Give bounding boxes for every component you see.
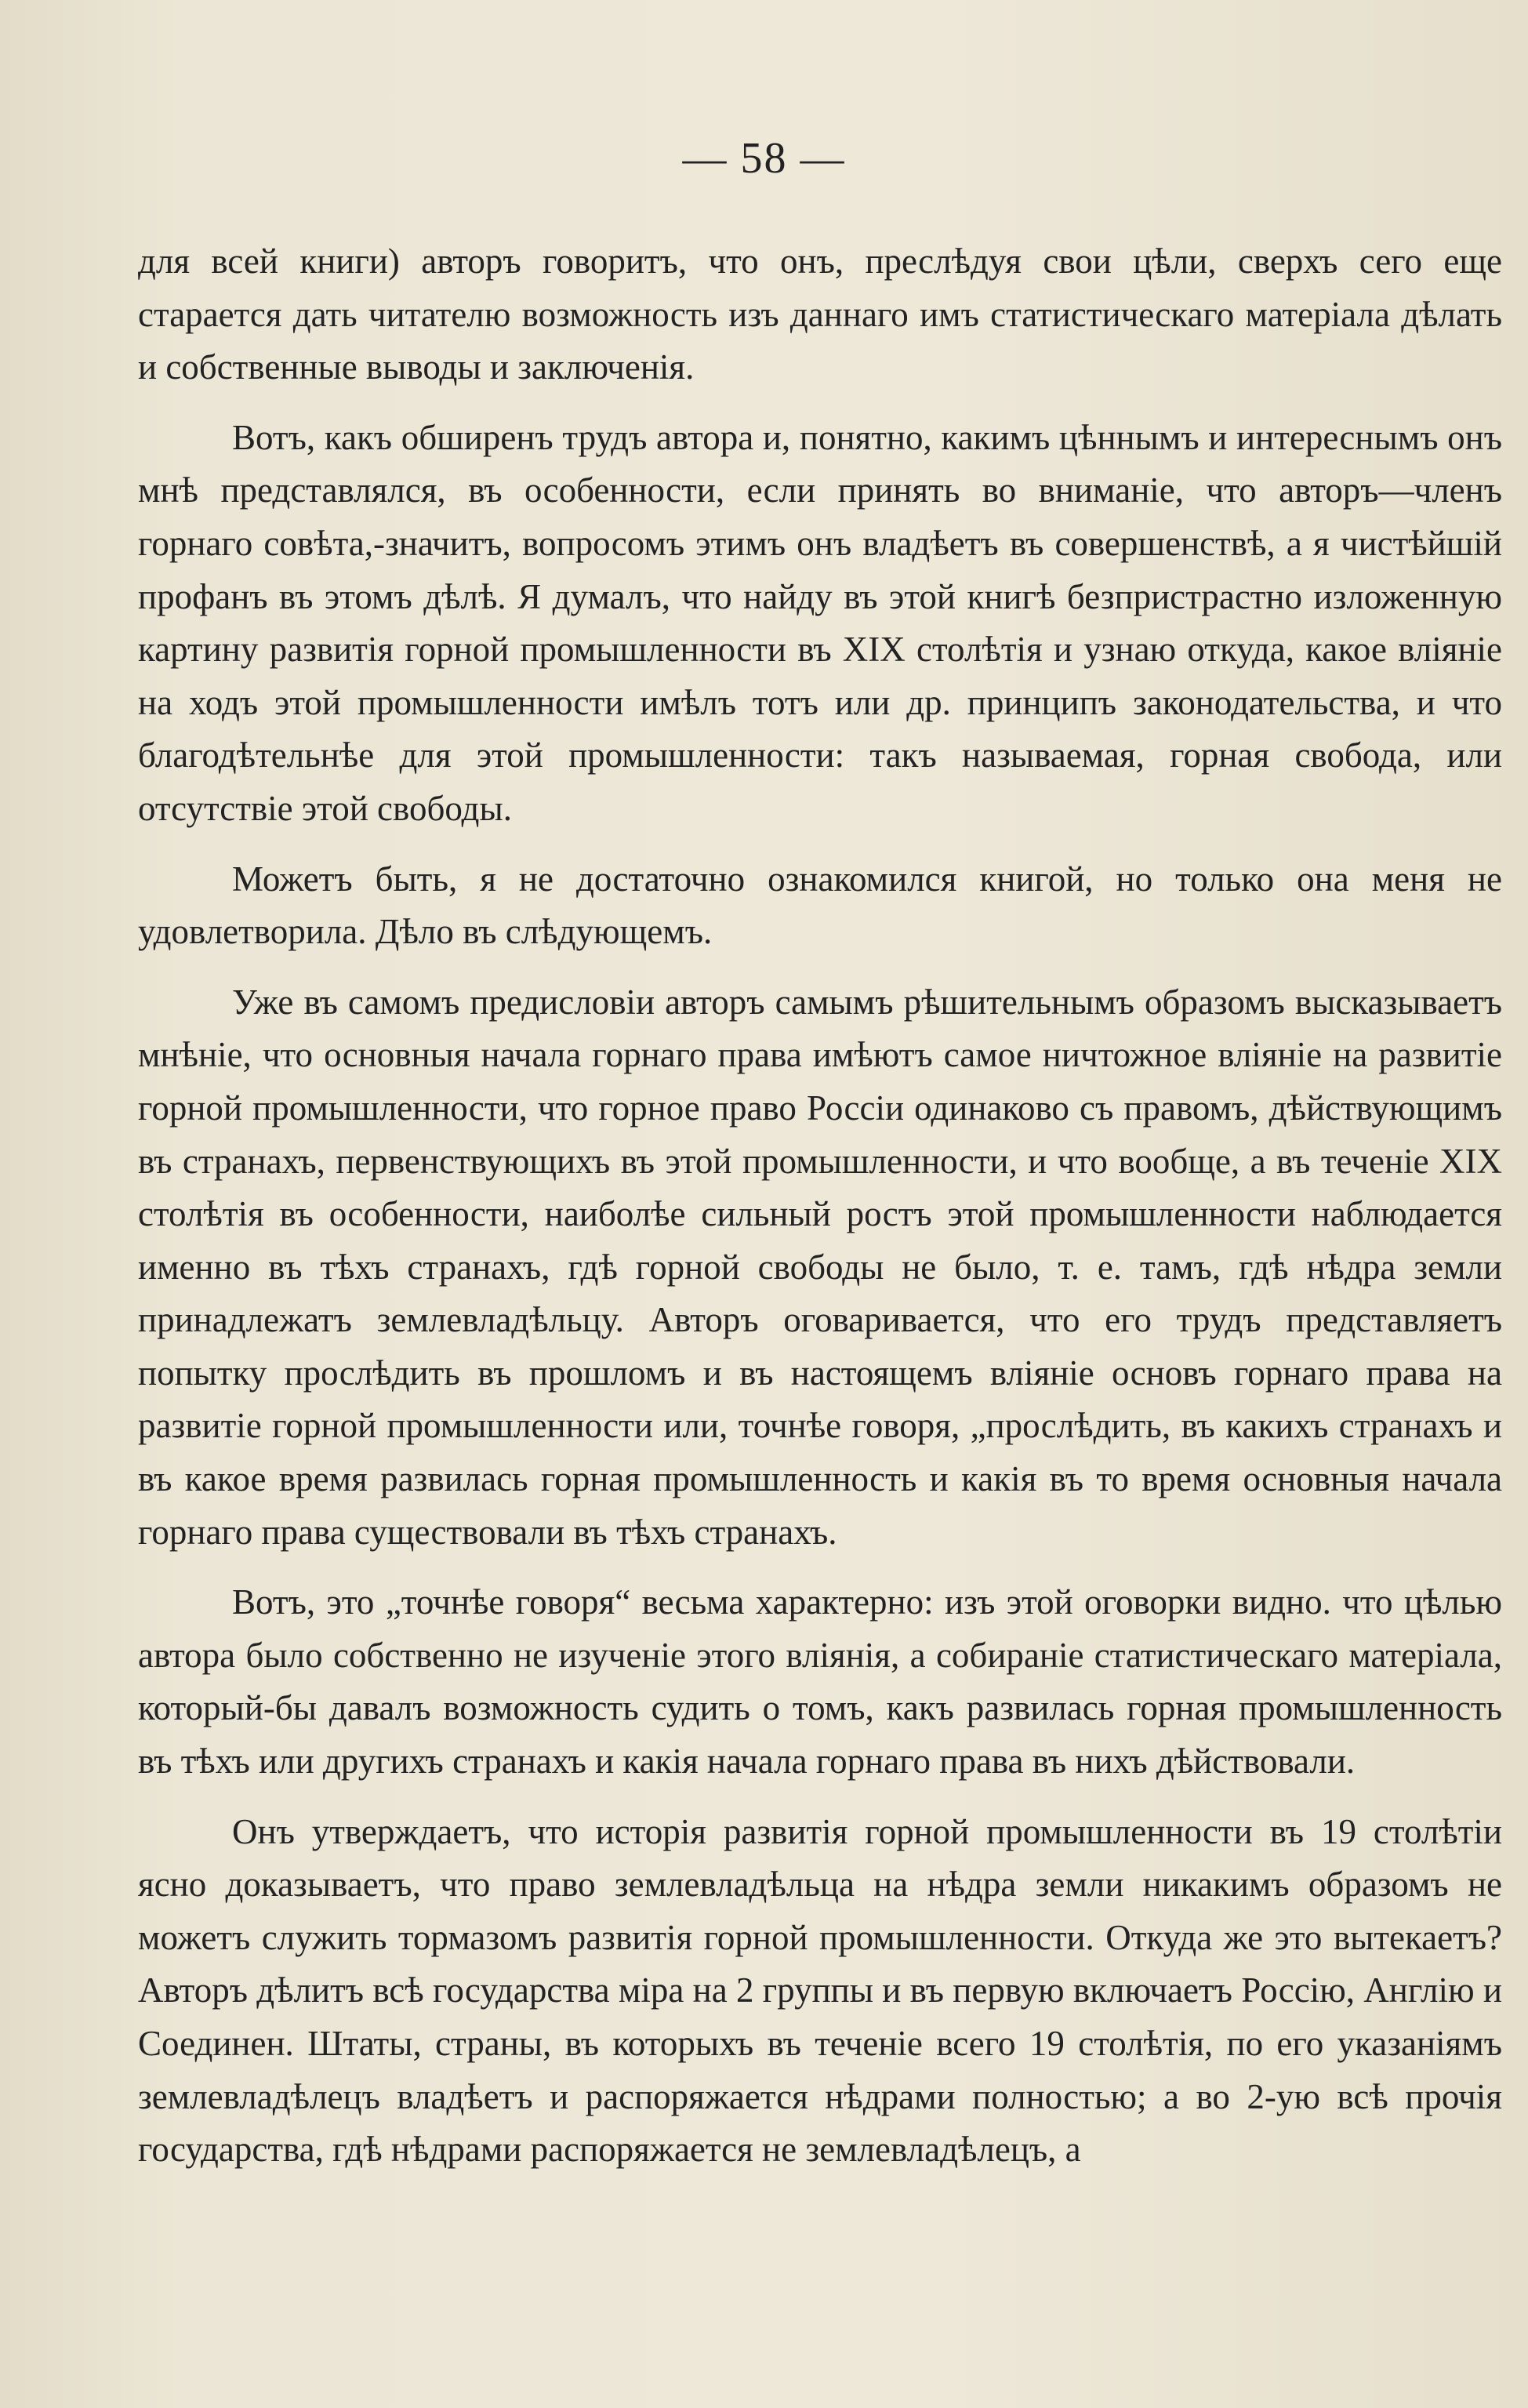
paragraph-6: Онъ утверждаетъ, что исторія развитія горной промышленности въ 19 столѣтіи ясно доказываетъ, что право землевладѣльца на нѣдра земли никакимъ образомъ не можетъ служить тормазомъ развитія горной промышленности. Откуда же это вытекаетъ? Авторъ дѣлитъ всѣ государства міра на 2 группы и въ первую включаетъ Россію, Англію и Соединен. Штаты, страны, въ которыхъ въ теченіе всего 19 столѣтія, по его указаніямъ землевладѣлецъ владѣетъ и распоряжается нѣдрами полностью; а во 2-ую всѣ прочія государства, гдѣ нѣдрами распоряжается не землевладѣлецъ, а (138, 1811, 1502, 2170)
paragraph-1: для всей книги) авторъ говоритъ, что онъ, преслѣдуя свои цѣли, сверхъ сего еще старается дать читателю возможность изъ даннаго имъ статистическаго матеріала дѣлать и собственные выводы и заключенія. (138, 242, 1502, 387)
paragraph-4: Уже въ самомъ предисловіи авторъ самымъ рѣшительнымъ образомъ высказываетъ мнѣніе, что основныя начала горнаго права имѣютъ самое ничтожное вліяніе на развитіе горной промышленности, что горное право Россіи одинаково съ правомъ, дѣйствующимъ въ странахъ, первенствующихъ въ этой промышленности, и что вообще, а въ теченіе XIX столѣтія въ особенности, наиболѣе сильный ростъ этой промышленности наблюдается именно въ тѣхъ странахъ, гдѣ горной свободы не было, т. е. тамъ, гдѣ нѣдра земли принадлежатъ землевладѣльцу. Авторъ оговаривается, что его трудъ представляетъ попытку прослѣдить въ прошломъ и въ настоящемъ вліяніе основъ горнаго права на развитіе горной промышленности или, точнѣе говоря, „прослѣдить, въ какихъ странахъ и въ какое время развилась горная промышленность и какія въ то время основныя начала горнаго права существовали въ тѣхъ странахъ. (138, 982, 1502, 1552)
body-text (138, 235, 1502, 2194)
paragraph-5: Вотъ, это „точнѣе говоря“ весьма характерно: изъ этой оговорки видно. что цѣлью автора было собственно не изученіе этого вліянія, а собираніе статистическаго матеріала, который-бы давалъ возможность судить о томъ, какъ развилась горная промышленность въ тѣхъ или другихъ странахъ и какія начала горнаго права въ нихъ дѣйствовали. (138, 1582, 1502, 1781)
page-number: — 58 — (682, 134, 846, 183)
paragraph-3: Можетъ быть, я не достаточно ознакомился книгой, но только она меня не удовлетворила. Дѣло въ слѣдующемъ. (138, 859, 1502, 952)
paragraph-2: Вотъ, какъ обширенъ трудъ автора и, понятно, какимъ цѣннымъ и интереснымъ онъ мнѣ представлялся, въ особенности, если принять во вниманіе, что авторъ—членъ горнаго совѣта,-значитъ, вопросомъ этимъ онъ владѣетъ въ совершенствѣ, а я чистѣйшій профанъ въ этомъ дѣлѣ. Я думалъ, что найду въ этой книгѣ безпристрастно изложенную картину развитія горной промышленности въ XIX столѣтія и узнаю откуда, какое вліяніе на ходъ этой промышленности имѣлъ тотъ или др. принципъ законодательства, и что благодѣтельнѣе для этой промышленности: такъ называемая, горная свобода, или отсутствіе этой свободы. (138, 417, 1502, 828)
